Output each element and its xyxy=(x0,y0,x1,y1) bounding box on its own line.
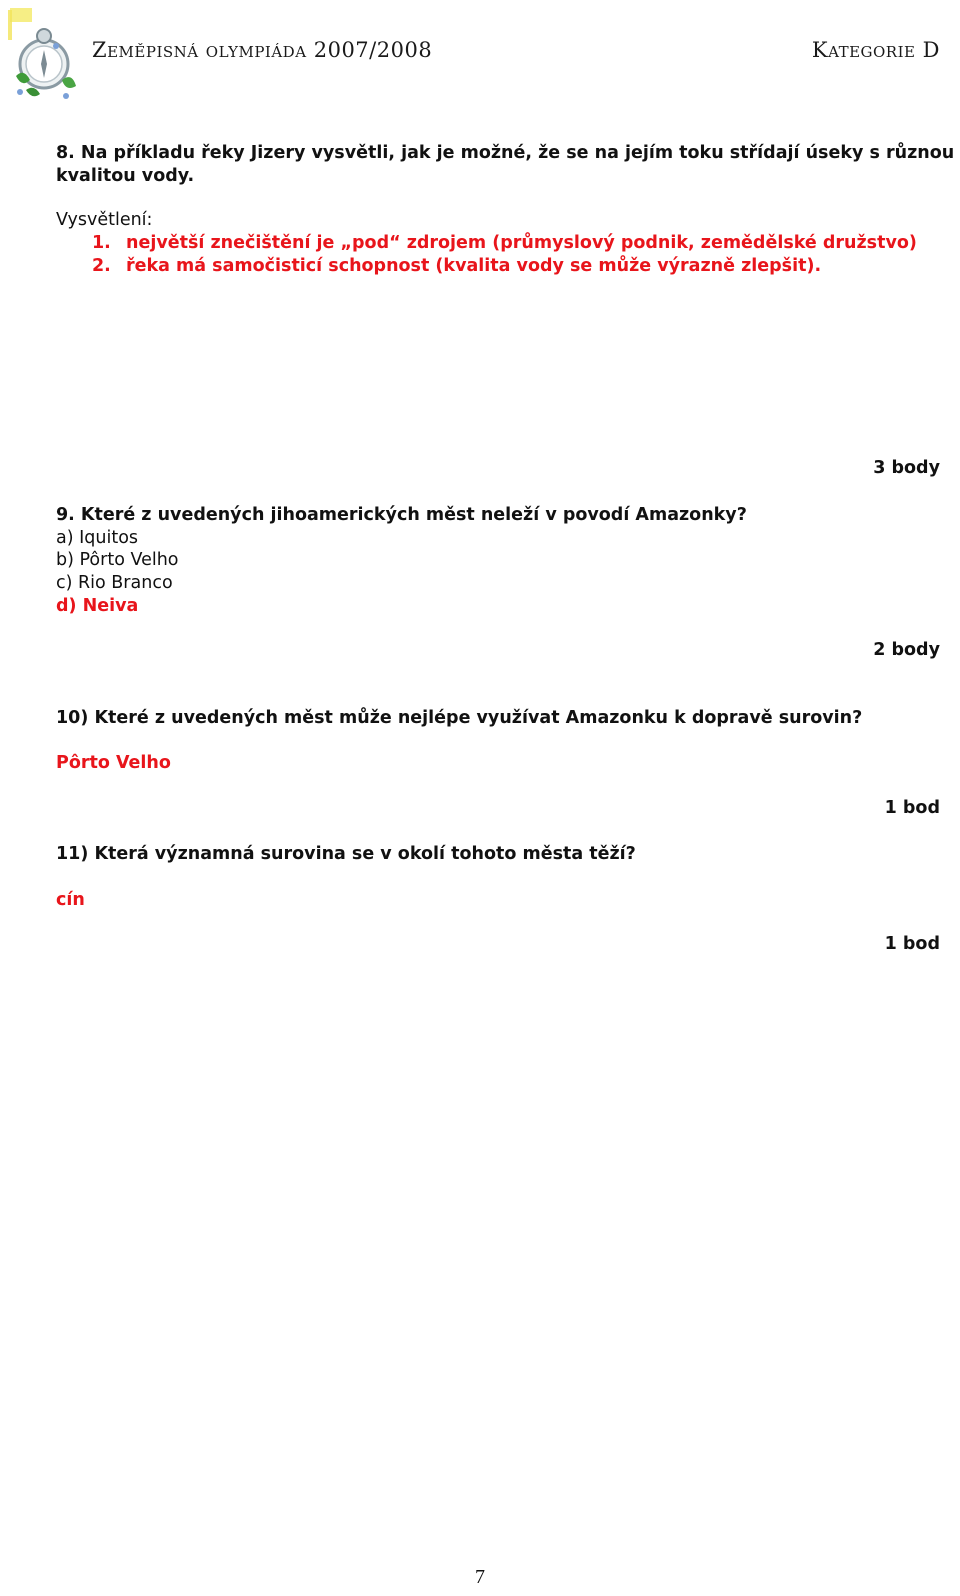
q8-answer-item-2-number: 2. xyxy=(92,256,111,276)
q9-option-a: a) Iquitos xyxy=(56,528,139,548)
q10-points: 1 bod xyxy=(884,798,940,818)
q9-question: 9. Které z uvedených jihoamerických měst neleží v povodí Amazonky? xyxy=(56,505,747,525)
q8-explanation-label: Vysvětlení: xyxy=(56,210,153,230)
q8-answer-item-1-number: 1. xyxy=(92,233,111,253)
q9-points: 2 body xyxy=(873,640,940,660)
header-title: Zeměpisná olympiáda 2007/2008 xyxy=(92,38,433,62)
q9-option-b: b) Pôrto Velho xyxy=(56,550,179,570)
header-category: Kategorie D xyxy=(811,38,940,62)
page-number: 7 xyxy=(475,1566,485,1588)
q8-question-line2: kvalitou vody. xyxy=(56,166,195,186)
q8-points: 3 body xyxy=(873,458,940,478)
q10-answer: Pôrto Velho xyxy=(56,753,171,773)
q11-points: 1 bod xyxy=(884,934,940,954)
q8-answer-item-1-text: největší znečištění je „pod“ zdrojem (průmyslový podnik, zemědělské družstvo) xyxy=(126,233,917,253)
q8-question-line1: 8. Na příkladu řeky Jizery vysvětli, jak je možné, že se na jejím toku střídají úseky s různou xyxy=(56,143,955,163)
q8-answer-item-1 xyxy=(92,232,917,255)
q8-answer-item-2-text: řeka má samočisticí schopnost (kvalita vody se může výrazně zlepšit). xyxy=(126,256,822,276)
q11-answer: cín xyxy=(56,890,85,910)
q8-answer-item-2 xyxy=(92,255,821,278)
q9-answer: d) Neiva xyxy=(56,596,139,616)
q10-question: 10) Které z uvedených měst může nejlépe využívat Amazonku k dopravě surovin? xyxy=(56,708,863,728)
q11-question: 11) Která významná surovina se v okolí tohoto města těží? xyxy=(56,844,636,864)
q9-option-c: c) Rio Branco xyxy=(56,573,173,593)
olympiad-logo-icon xyxy=(4,6,80,102)
